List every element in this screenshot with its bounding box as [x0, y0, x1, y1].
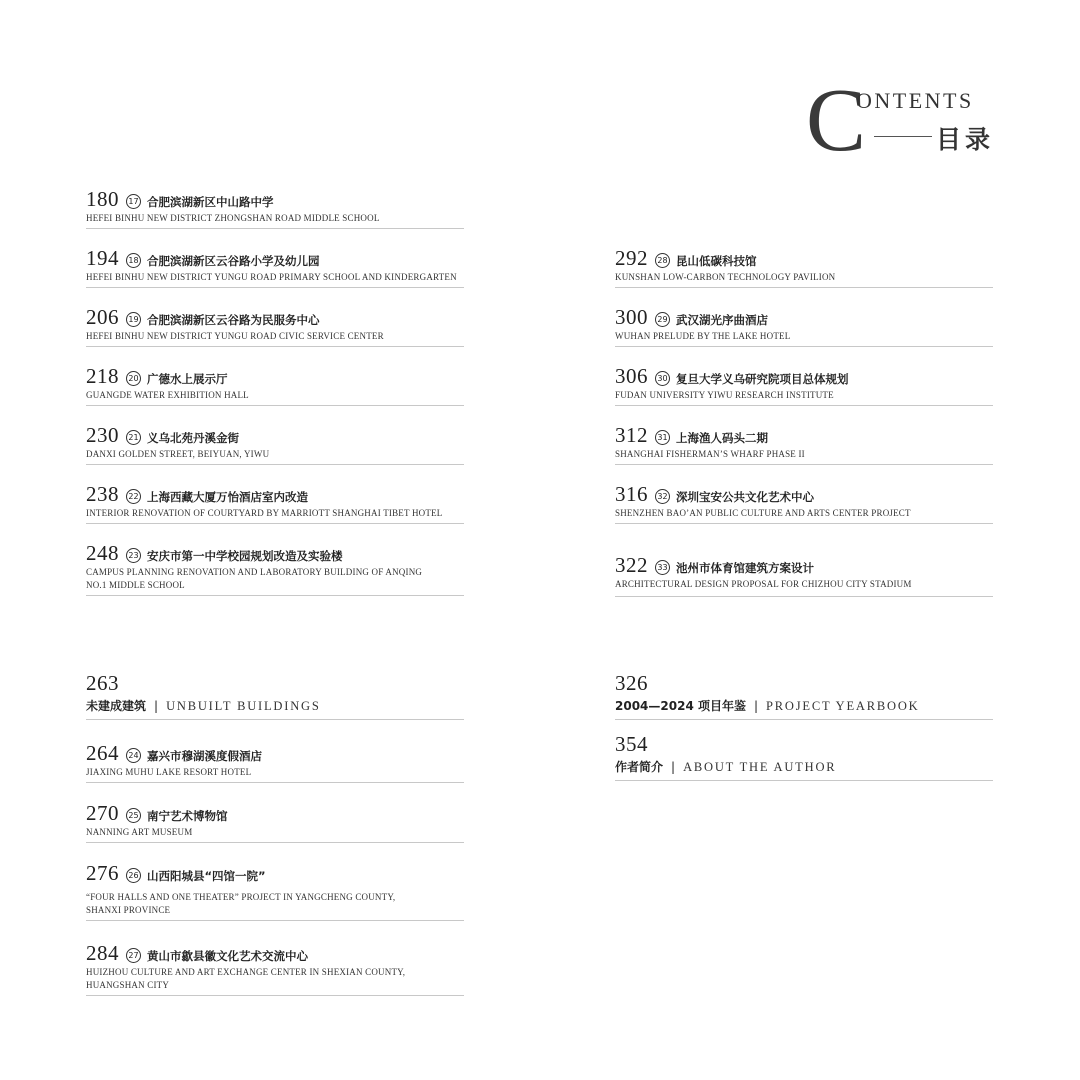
- toc-entry[interactable]: [86, 483, 464, 524]
- item-number: 22: [126, 489, 141, 504]
- page-number: 312: [615, 423, 648, 447]
- item-number: 19: [126, 312, 141, 327]
- toc-entry[interactable]: [86, 542, 464, 596]
- page-number: 194: [86, 246, 119, 270]
- section-title-en: ABOUT THE AUTHOR: [683, 760, 837, 774]
- entry-title-cn: 义乌北苑丹溪金街: [147, 431, 239, 445]
- header-rule: [874, 136, 932, 137]
- item-number: 31: [655, 430, 670, 445]
- entry-title-en: SHANGHAI FISHERMAN’S WHARF PHASE II: [615, 449, 805, 459]
- entry-title-en: INTERIOR RENOVATION OF COURTYARD BY MARRIOTT SHANGHAI TIBET HOTEL: [86, 508, 443, 518]
- page-number: 306: [615, 364, 648, 388]
- toc-entry[interactable]: [86, 306, 464, 347]
- toc-entry[interactable]: [86, 862, 464, 921]
- item-number: 21: [126, 430, 141, 445]
- entry-title-en: ARCHITECTURAL DESIGN PROPOSAL FOR CHIZHOU CITY STADIUM: [615, 579, 912, 589]
- toc-entry[interactable]: [86, 188, 464, 229]
- contents-big-letter: C: [806, 71, 867, 170]
- page-number: 270: [86, 801, 119, 825]
- entry-title-en: WUHAN PRELUDE BY THE LAKE HOTEL: [615, 331, 791, 341]
- entry-title-cn: 安庆市第一中学校园规划改造及实验楼: [147, 549, 343, 563]
- toc-entry[interactable]: [615, 247, 993, 288]
- toc-entry[interactable]: [615, 483, 993, 524]
- item-number: 20: [126, 371, 141, 386]
- page-number: 263: [86, 671, 119, 695]
- page-number: 326: [615, 671, 648, 695]
- item-number: 29: [655, 312, 670, 327]
- page-number: 264: [86, 741, 119, 765]
- entry-title-en-cont: HUANGSHAN CITY: [86, 980, 170, 990]
- entry-title-en: SHENZHEN BAO’AN PUBLIC CULTURE AND ARTS CENTER PROJECT: [615, 508, 911, 518]
- page-number: 180: [86, 187, 119, 211]
- entry-title-en: HEFEI BINHU NEW DISTRICT YUNGU ROAD PRIMARY SCHOOL AND KINDERGARTEN: [86, 272, 457, 282]
- section-title-cn: 作者简介: [615, 760, 664, 774]
- entry-title-cn: 合肥滨湖新区云谷路为民服务中心: [147, 313, 320, 327]
- toc-entry[interactable]: [86, 802, 464, 843]
- page-number: 206: [86, 305, 119, 329]
- item-number: 17: [126, 194, 141, 209]
- toc-entry[interactable]: [615, 424, 993, 465]
- entry-title-cn: 合肥滨湖新区云谷路小学及幼儿园: [147, 254, 320, 268]
- page-number: 300: [615, 305, 648, 329]
- page-number: 238: [86, 482, 119, 506]
- page-number: 248: [86, 541, 119, 565]
- entry-title-en: DANXI GOLDEN STREET, BEIYUAN, YIWU: [86, 449, 270, 459]
- item-number: 32: [655, 489, 670, 504]
- page-number: 354: [615, 732, 648, 756]
- separator: |: [671, 760, 676, 774]
- entry-title-en: FUDAN UNIVERSITY YIWU RESEARCH INSTITUTE: [615, 390, 834, 400]
- toc-entry[interactable]: [86, 742, 464, 783]
- contents-cn-title: 目录: [936, 125, 995, 154]
- toc-entry[interactable]: [86, 942, 464, 996]
- entry-title-cn: 武汉湖光序曲酒店: [676, 313, 768, 327]
- entry-title-en: “FOUR HALLS AND ONE THEATER” PROJECT IN YANGCHENG COUNTY,: [86, 892, 396, 902]
- toc-entry[interactable]: [615, 365, 993, 406]
- toc-entry[interactable]: [615, 554, 993, 597]
- page-number: 276: [86, 861, 119, 885]
- page-number: 284: [86, 941, 119, 965]
- entry-title-en: JIAXING MUHU LAKE RESORT HOTEL: [86, 767, 252, 777]
- entry-title-en: CAMPUS PLANNING RENOVATION AND LABORATORY BUILDING OF ANQING: [86, 567, 423, 577]
- toc-entry[interactable]: [86, 365, 464, 406]
- item-number: 23: [126, 548, 141, 563]
- section-yearbook[interactable]: [615, 672, 993, 720]
- separator: |: [753, 699, 759, 713]
- entry-title-cn: 黄山市歙县徽文化艺术交流中心: [147, 949, 308, 963]
- item-number: 33: [655, 560, 670, 575]
- item-number: 18: [126, 253, 141, 268]
- entry-title-en: KUNSHAN LOW-CARBON TECHNOLOGY PAVILION: [615, 272, 836, 282]
- entry-title-en: NANNING ART MUSEUM: [86, 827, 193, 837]
- entry-title-cn: 合肥滨湖新区中山路中学: [147, 195, 274, 209]
- entry-title-en: HUIZHOU CULTURE AND ART EXCHANGE CENTER IN SHEXIAN COUNTY,: [86, 967, 406, 977]
- entry-title-cn: 复旦大学义乌研究院项目总体规划: [676, 372, 849, 386]
- section-author[interactable]: [615, 733, 993, 781]
- item-number: 28: [655, 253, 670, 268]
- item-number: 30: [655, 371, 670, 386]
- entry-title-en: GUANGDE WATER EXHIBITION HALL: [86, 390, 249, 400]
- entry-title-en-cont: NO.1 MIDDLE SCHOOL: [86, 580, 185, 590]
- section-title-cn: 2004—2024 项目年鉴: [615, 699, 746, 713]
- page-number: 322: [615, 553, 648, 577]
- entry-title-cn: 广德水上展示厅: [147, 372, 228, 386]
- entry-title-en: HEFEI BINHU NEW DISTRICT YUNGU ROAD CIVIC SERVICE CENTER: [86, 331, 384, 341]
- contents-header: [806, 71, 998, 170]
- toc-entry[interactable]: [86, 247, 464, 288]
- section-unbuilt[interactable]: [86, 672, 464, 720]
- toc-entry[interactable]: [615, 306, 993, 347]
- separator: |: [154, 699, 159, 713]
- contents-word: ONTENTS: [856, 88, 974, 113]
- entry-title-cn: 山西阳城县“四馆一院”: [147, 869, 266, 883]
- toc-entry[interactable]: [86, 424, 464, 465]
- entry-title-cn: 嘉兴市穆湖溪度假酒店: [147, 749, 262, 763]
- page-number: 292: [615, 246, 648, 270]
- entry-title-cn: 昆山低碳科技馆: [676, 254, 757, 268]
- entry-title-en: HEFEI BINHU NEW DISTRICT ZHONGSHAN ROAD MIDDLE SCHOOL: [86, 213, 380, 223]
- entry-title-en-cont: SHANXI PROVINCE: [86, 905, 171, 915]
- entry-title-cn: 池州市体育馆建筑方案设计: [676, 561, 814, 575]
- item-number: 25: [126, 808, 141, 823]
- entry-title-cn: 上海渔人码头二期: [676, 431, 768, 445]
- page-number: 316: [615, 482, 648, 506]
- item-number: 27: [126, 948, 141, 963]
- entry-title-cn: 南宁艺术博物馆: [147, 809, 228, 823]
- page-number: 218: [86, 364, 119, 388]
- section-title-cn: 未建成建筑: [86, 699, 147, 713]
- item-number: 26: [126, 868, 141, 883]
- entry-title-cn: 上海西藏大厦万怡酒店室内改造: [147, 490, 308, 504]
- section-title-en: PROJECT YEARBOOK: [766, 699, 920, 713]
- entry-title-cn: 深圳宝安公共文化艺术中心: [676, 490, 814, 504]
- section-title-en: UNBUILT BUILDINGS: [166, 699, 321, 713]
- page-number: 230: [86, 423, 119, 447]
- item-number: 24: [126, 748, 141, 763]
